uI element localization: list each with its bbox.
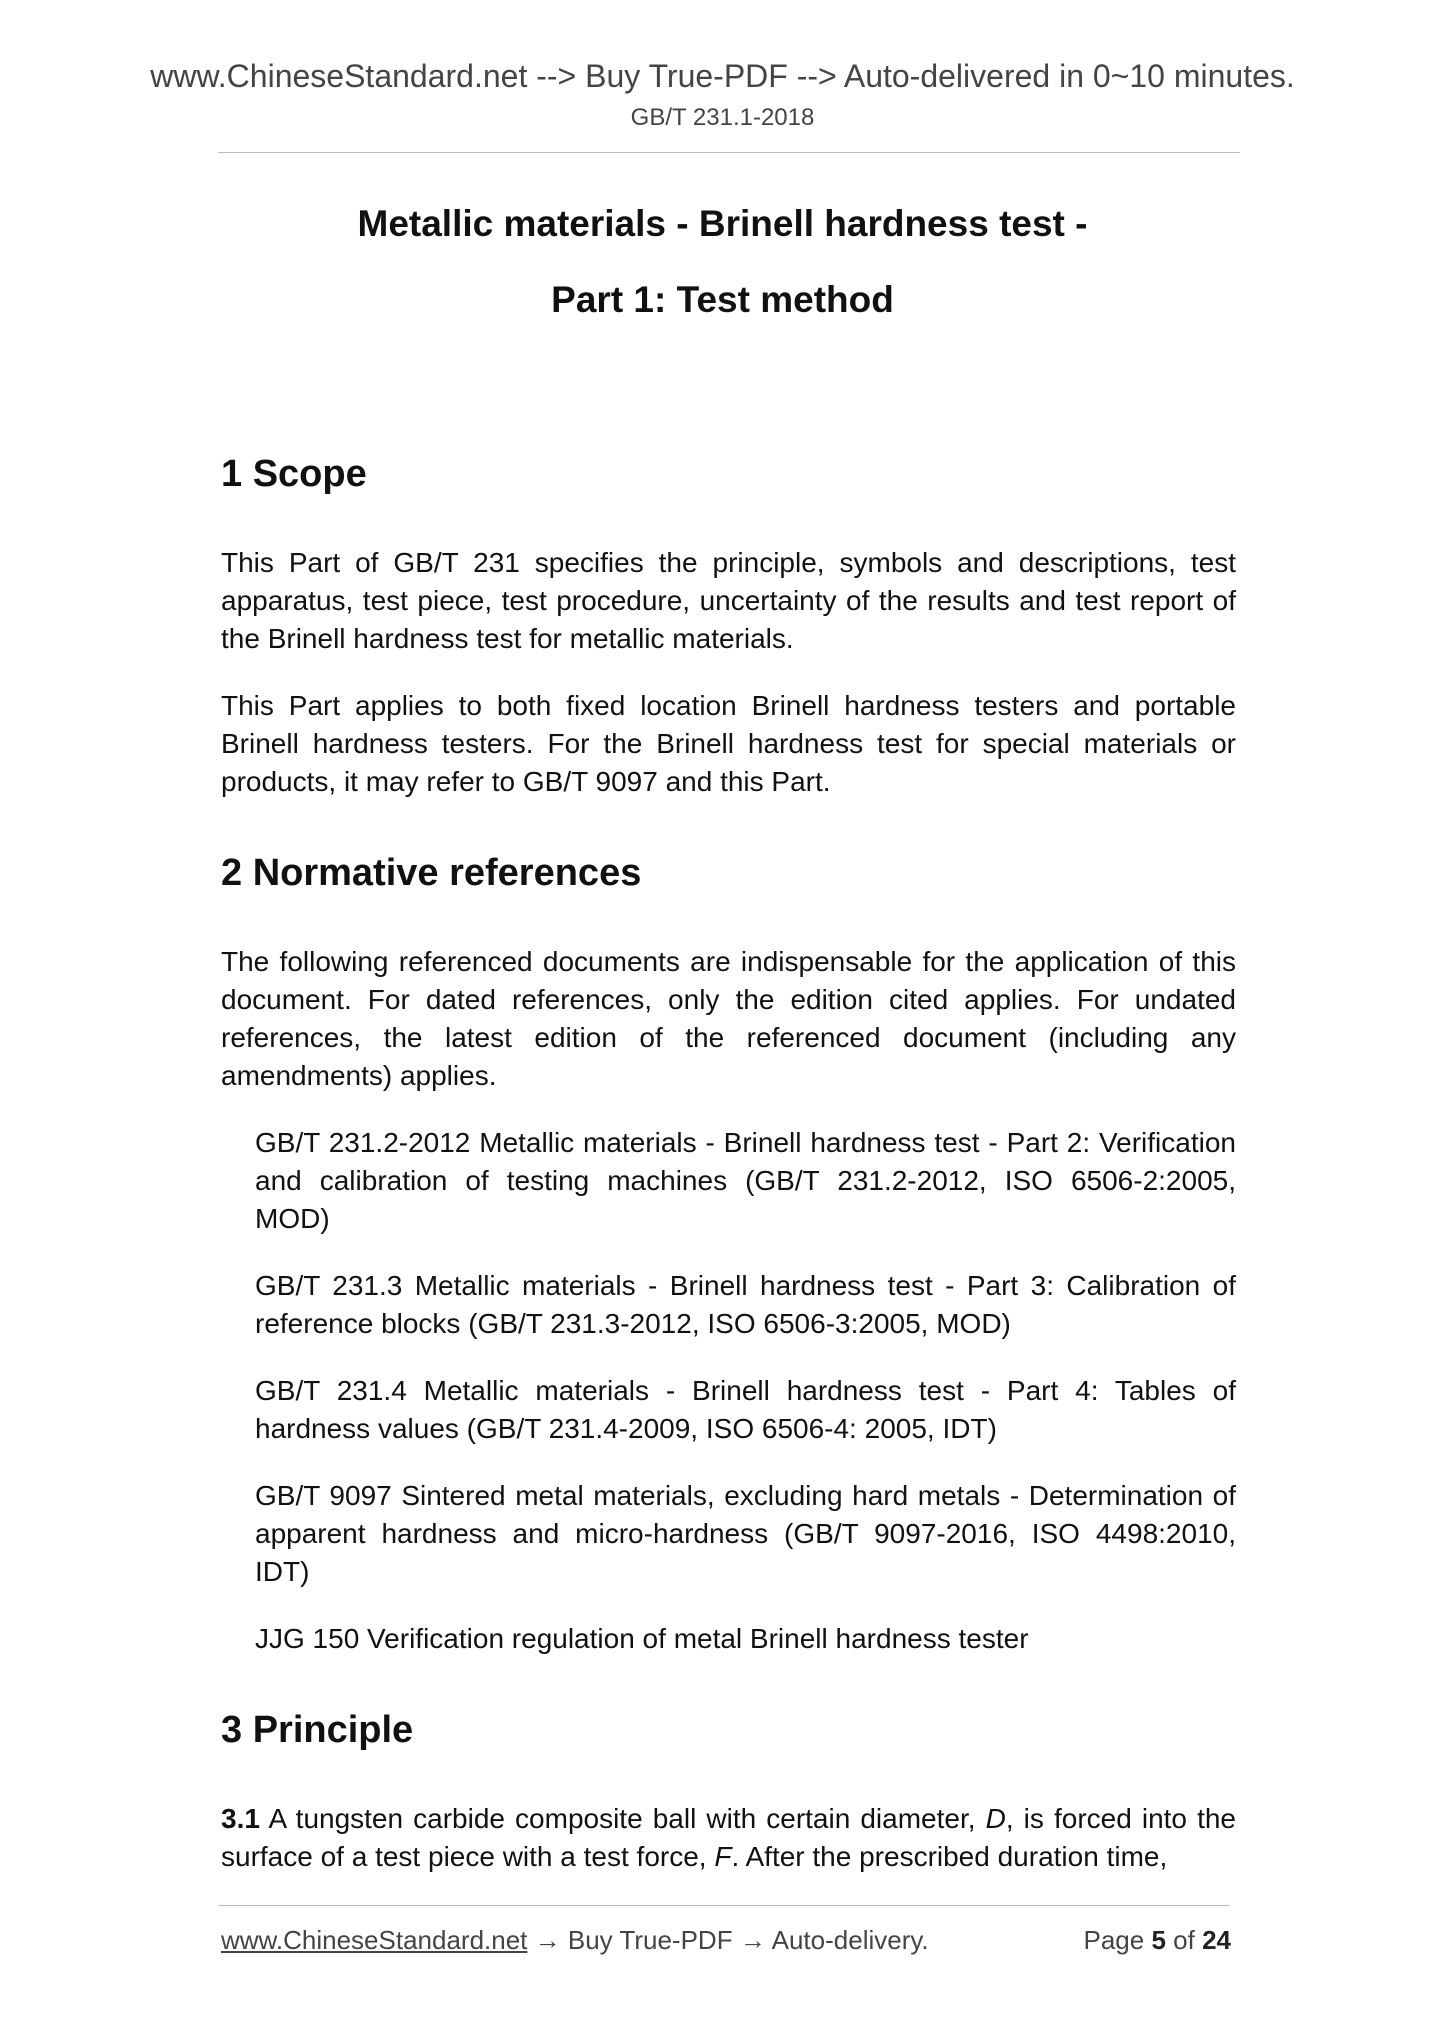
section-heading-normative-references: 2 Normative references (221, 852, 642, 894)
principle-text-a: A tungsten carbide composite ball with certain diameter, (259, 1803, 986, 1834)
page-indicator (1083, 1925, 1231, 1956)
symbol-diameter: D (985, 1803, 1006, 1834)
document-title-line1: Metallic materials - Brinell hardness test - (357, 203, 1088, 244)
document-title-line2: Part 1: Test method (551, 279, 894, 320)
section-heading-principle: 3 Principle (221, 1709, 414, 1751)
section-heading-scope: 1 Scope (221, 453, 367, 495)
reference-item: JJG 150 Verification regulation of metal Brinell hardness tester (255, 1623, 1029, 1654)
principle-text-c: . After the prescribed duration time, (731, 1841, 1168, 1872)
arrow-right-icon: → (534, 1925, 561, 1955)
scope-paragraph: This Part of GB/T 231 specifies the principle, symbols and descriptions, test apparatus, test piece, test procedure, uncertainty of the results and test report of the Brinell hardness test for metallic materials. (221, 547, 1236, 654)
header-banner: www.ChineseStandard.net --> Buy True-PDF --> Auto-delivered in 0~10 minutes. (150, 58, 1295, 94)
total-pages: 24 (1202, 1925, 1231, 1955)
page-label: Page (1083, 1925, 1145, 1955)
footer-buy-text: Buy True-PDF (567, 1925, 733, 1955)
reference-item: GB/T 231.2-2012 Metallic materials - Brinell hardness test - Part 2: Verification and calibration of testing machines (GB/T 231.2-2012, ISO 6506-2:2005, MOD) (255, 1127, 1236, 1234)
footer-delivery-text: Auto-delivery. (771, 1925, 929, 1955)
header-divider (218, 152, 1240, 153)
symbol-force: F (714, 1841, 732, 1872)
page-number: 5 (1151, 1925, 1166, 1955)
clause-number: 3.1 (221, 1803, 260, 1834)
footer-divider (218, 1905, 1230, 1906)
reference-item: GB/T 9097 Sintered metal materials, excluding hard metals - Determination of apparent hardness and micro-hardness (GB/T 9097-2016, ISO 4498:2010, IDT) (255, 1480, 1236, 1587)
principle-clause-3-1 (221, 1800, 1236, 1876)
document-body (221, 444, 1236, 1876)
normative-intro-paragraph: The following referenced documents are indispensable for the application of this document. For dated references, only the edition cited applies. For undated references, the latest edition of the referenced document (including any amendments) applies. (221, 946, 1236, 1091)
reference-item: GB/T 231.3 Metallic materials - Brinell hardness test - Part 3: Calibration of reference blocks (GB/T 231.3-2012, ISO 6506-3:2005, MOD) (255, 1270, 1236, 1339)
arrow-right-icon: → (739, 1925, 766, 1955)
of-label: of (1173, 1925, 1195, 1955)
principle-text-b: , is forced into the surface of a test piece with a test force, (221, 1803, 1236, 1872)
scope-paragraph: This Part applies to both fixed location Brinell hardness testers and portable Brinell hardness testers. For the Brinell hardness test for special materials or products, it may refer to GB/T 9097 and this Part. (221, 690, 1236, 797)
page-footer (221, 1925, 1231, 1961)
reference-item: GB/T 231.4 Metallic materials - Brinell hardness test - Part 4: Tables of hardness values (GB/T 231.4-2009, ISO 6506-4: 2005, IDT) (255, 1375, 1236, 1444)
footer-promo (221, 1925, 929, 1956)
header-standard-id: GB/T 231.1-2018 (630, 104, 815, 131)
footer-site-link[interactable]: www.ChineseStandard.net (221, 1925, 528, 1955)
